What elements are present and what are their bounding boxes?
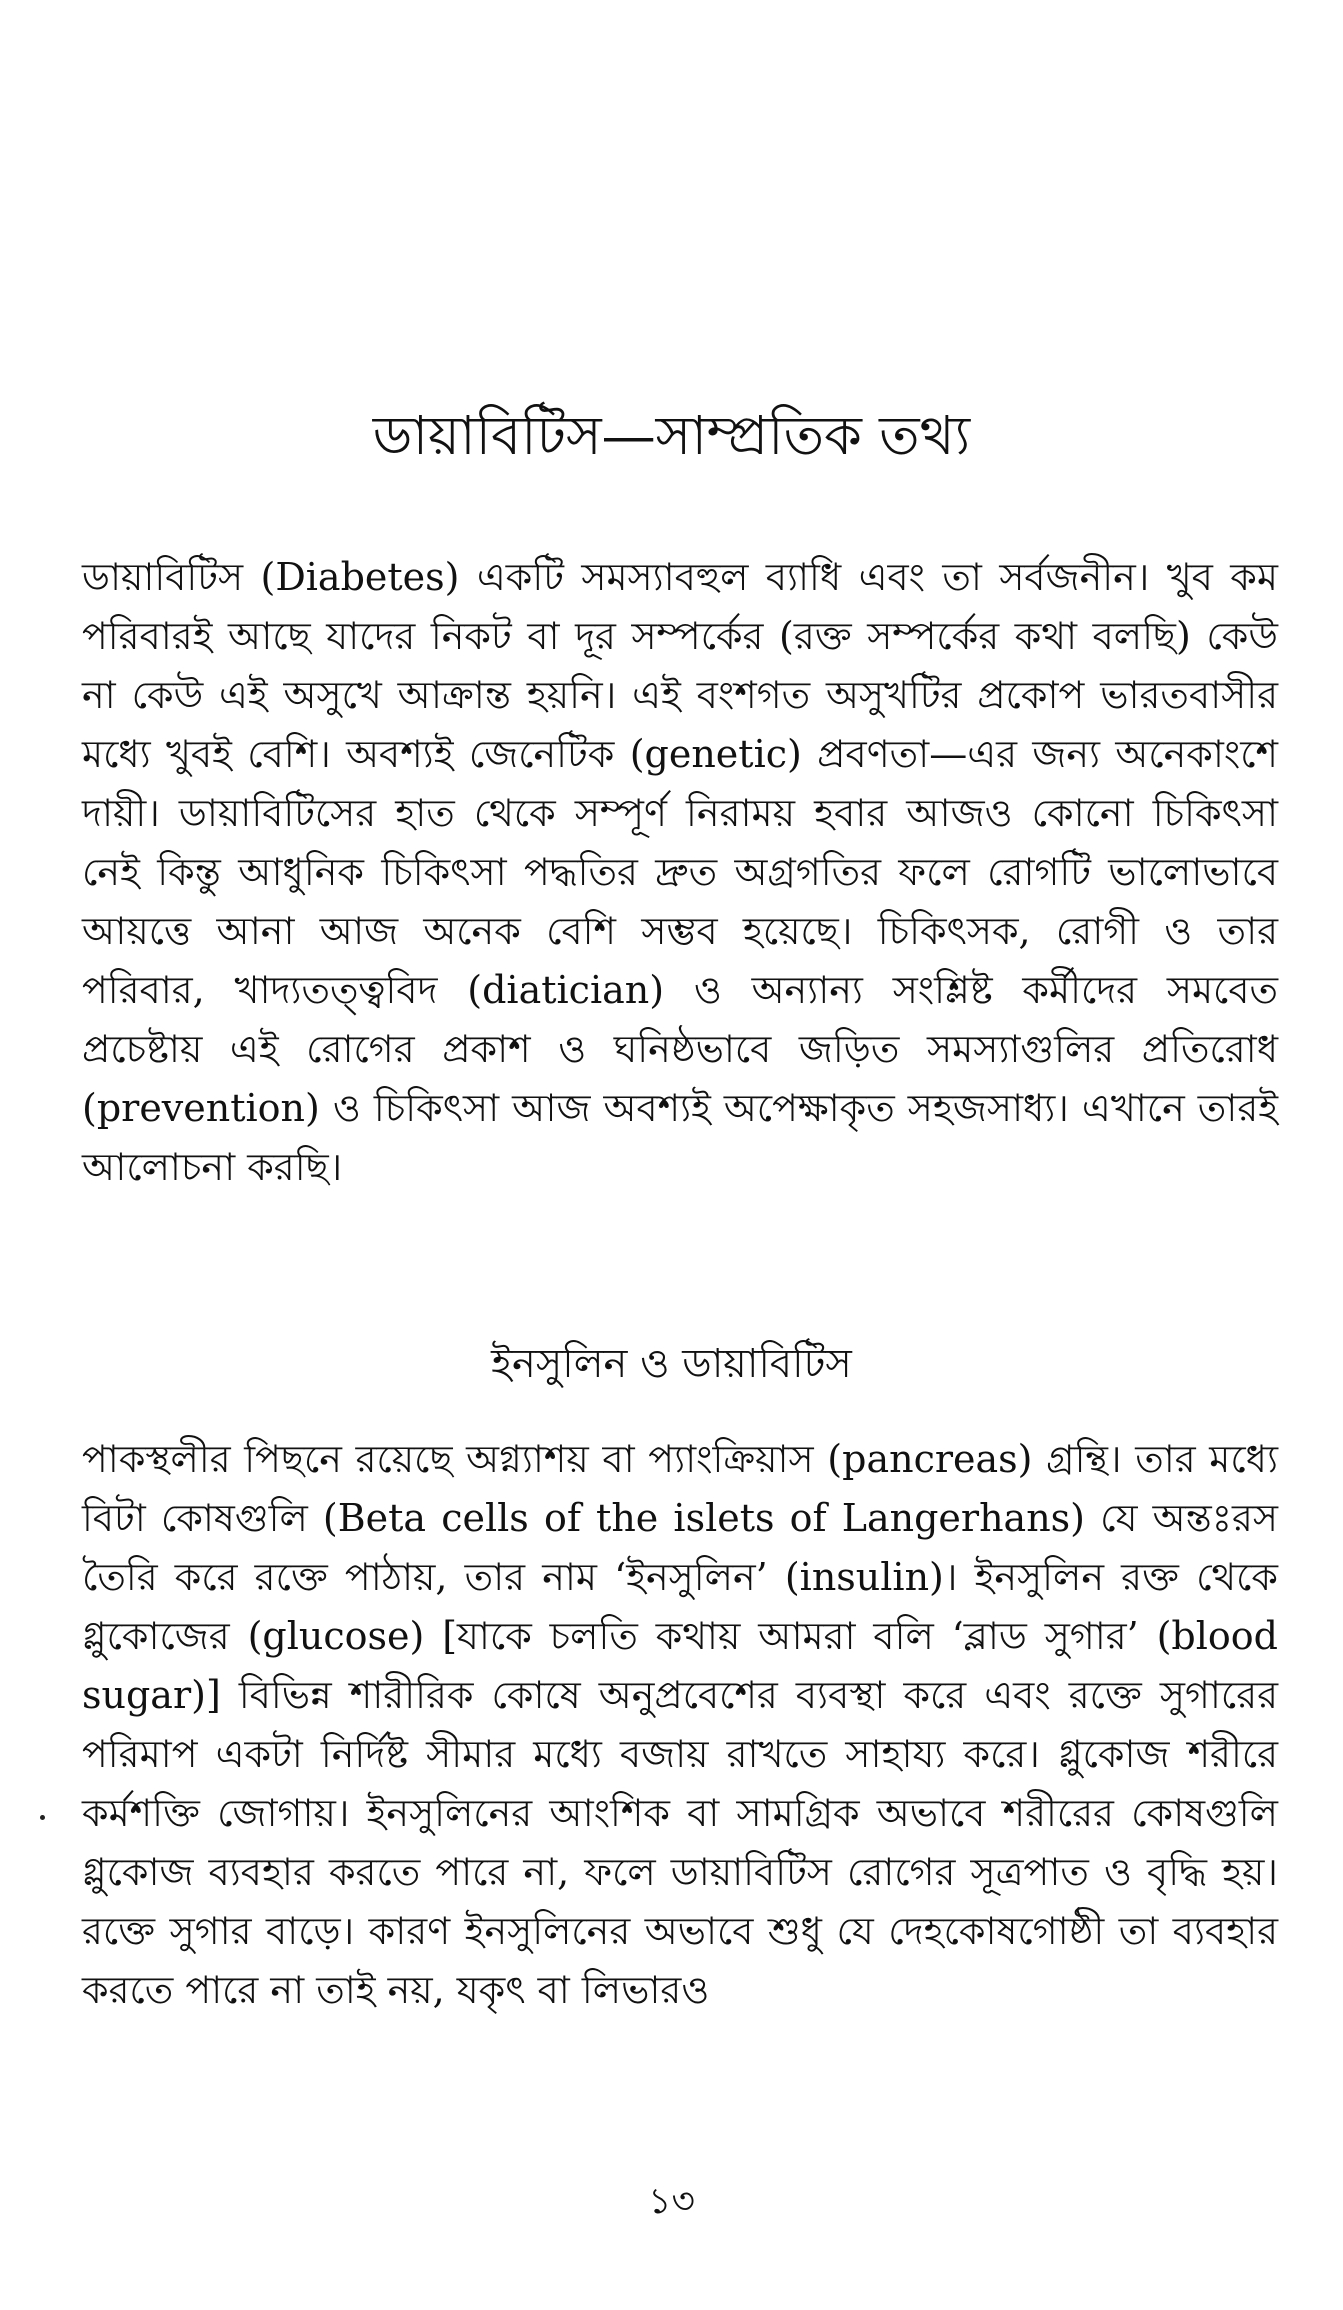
body-paragraph-insulin: পাকস্থলীর পিছনে রয়েছে অগ্ন্যাশয় বা প্যাংক্রিয়াস (pancreas) গ্রন্থি। তার মধ্যে বিটা কোষগুলি (Beta cells of the islets of Langerhans) যে অন্তঃরস তৈরি করে রক্তে পাঠায়, তার নাম ‘ইনসুলিন’ (insulin)। ইনসুলিন রক্ত থেকে গ্লুকোজের (glucose) [যাকে চলতি কথায় আমরা বলি ‘ব্লাড সুগার’ (blood sugar)] বিভিন্ন শারীরিক কোষে অনুপ্রবেশের ব্যবস্থা করে এবং রক্তে সুগারের পরিমাপ একটা নির্দিষ্ট সীমার মধ্যে বজায় রাখতে সাহায্য করে। গ্লুকোজ শরীরে কর্মশক্তি জোগায়। ইনসুলিনের আংশিক বা সামগ্রিক অভাবে শরীরের কোষগুলি গ্লুকোজ ব্যবহার করতে পারে না, ফলে ডায়াবিটিস রোগের সূত্রপাত ও বৃদ্ধি হয়। রক্তে সুগার বাড়ে। কারণ ইনসুলিনের অভাবে শুধু যে দেহকোষগোষ্ঠী তা ব্যবহার করতে পারে না তাই নয়, যকৃৎ বা লিভারও: [82, 1437, 1278, 2012]
margin-speck: [40, 1815, 45, 1820]
section-heading: ইনসুলিন ও ডায়াবিটিস: [491, 1341, 852, 1387]
chapter-title: ডায়াবিটিস—সাম্প্রতিক তথ্য: [372, 404, 971, 467]
body-paragraph-intro: ডায়াবিটিস (Diabetes) একটি সমস্যাবহুল ব্যাধি এবং তা সর্বজনীন। খুব কম পরিবারই আছে যাদের নিকট বা দূর সম্পর্কের (রক্ত সম্পর্কের কথা বলছি) কেউ না কেউ এই অসুখে আক্রান্ত হয়নি। এই বংশগত অসুখটির প্রকোপ ভারতবাসীর মধ্যে খুবই বেশি। অবশ্যই জেনেটিক (genetic) প্রবণতা—এর জন্য অনেকাংশে দায়ী। ডায়াবিটিসের হাত থেকে সম্পূর্ণ নিরাময় হবার আজও কোনো চিকিৎসা নেই কিন্তু আধুনিক চিকিৎসা পদ্ধতির দ্রুত অগ্রগতির ফলে রোগটি ভালোভাবে আয়ত্তে আনা আজ অনেক বেশি সম্ভব হয়েছে। চিকিৎসক, রোগী ও তার পরিবার, খাদ্যতত্ত্ববিদ (diatician) ও অন্যান্য সংশ্লিষ্ট কর্মীদের সমবেত প্রচেষ্টায় এই রোগের প্রকাশ ও ঘনিষ্ঠভাবে জড়িত সমস্যাগুলির প্রতিরোধ (prevention) ও চিকিৎসা আজ অবশ্যই অপেক্ষাকৃত সহজসাধ্য। এখানে তারই আলোচনা করছি।: [82, 555, 1278, 1189]
page-number: ১৩: [648, 2181, 695, 2222]
